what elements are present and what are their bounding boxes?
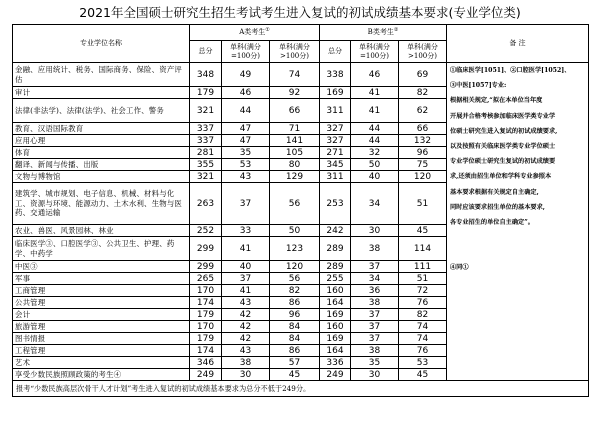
score-cell-a-s2: 86 [270,345,320,357]
degree-name-cell: 图书情报 [13,333,190,345]
score-cell-a-s2: 57 [270,357,320,369]
score-cell-b-s1: 37 [351,333,399,345]
page-title: 2021年全国硕士研究生招生考试考生进入复试的初试成绩基本要求(专业学位类) [79,5,521,20]
score-cell-b-s1: 38 [351,345,399,357]
note-line: ④同① [450,264,469,272]
score-cell-a-s1: 37 [222,183,270,225]
score-cell-b-total: 160 [320,321,351,333]
score-cell-a-s2: 123 [270,237,320,261]
score-cell-a-total: 321 [190,99,222,123]
degree-name-cell: 工程管理 [13,345,190,357]
score-cell-b-s2: 51 [399,183,447,225]
score-cell-b-s2: 82 [399,309,447,321]
score-cell-a-s2: 84 [270,333,320,345]
degree-name-cell: 法律(非法学)、法律(法学)、社会工作、警务 [13,99,190,123]
score-cell-b-s1: 41 [351,99,399,123]
b-single2-line2: >100分) [408,51,437,60]
score-cell-a-s1: 42 [222,333,270,345]
score-cell-b-s1: 44 [351,135,399,147]
note-line [450,245,585,260]
score-cell-a-s1: 43 [222,171,270,183]
score-cell-b-s2: 51 [399,273,447,285]
score-cell-a-s2: 56 [270,273,320,285]
score-cell-a-s1: 40 [222,261,270,273]
score-cell-a-s2: 120 [270,261,320,273]
col-header-name: 专业学位名称 [13,25,190,63]
score-cell-b-s2: 114 [399,237,447,261]
score-cell-b-total: 327 [320,135,351,147]
score-cell-a-s1: 37 [222,273,270,285]
score-cell-a-s2: 66 [270,99,320,123]
score-cell-a-s2: 50 [270,225,320,237]
a-group-mark: ① [265,27,270,33]
degree-name-cell: 建筑学、城市规划、电子信息、机械、材料与化工、资源与环境、能源动力、土木水利、生物与医药、交通运输 [13,183,190,225]
score-cell-a-s1: 47 [222,123,270,135]
score-cell-a-s1: 30 [222,369,270,381]
score-cell-b-total: 249 [320,369,351,381]
score-cell-b-s2: 82 [399,87,447,99]
score-cell-a-total: 263 [190,183,222,225]
b-single2-header [399,41,447,63]
footnote: 报考“少数民族高层次骨干人才计划”考生进入复试的初试成绩基本要求为总分不低于249分。 [13,381,589,397]
note-line: 基本要求根据有关规定自主确定, [450,188,539,196]
col-header-b-group [320,25,447,41]
b-single1-line2: =100分) [360,51,389,60]
score-cell-b-s2: 69 [399,63,447,87]
score-cell-a-total: 179 [190,333,222,345]
score-cell-a-s1: 41 [222,285,270,297]
score-cell-b-s2: 53 [399,357,447,369]
score-cell-b-s1: 37 [351,309,399,321]
note-line: 位硕士研究生进入复试的初试成绩要求, [450,127,558,135]
score-cell-a-s2: 82 [270,285,320,297]
score-cell-a-total: 299 [190,237,222,261]
a-single1-line2: =100分) [231,51,260,60]
score-cell-a-total: 337 [190,135,222,147]
score-cell-b-s2: 74 [399,321,447,333]
score-cell-a-total: 265 [190,273,222,285]
score-cell-b-s1: 38 [351,237,399,261]
score-cell-b-total: 336 [320,357,351,369]
score-cell-a-s2: 105 [270,147,320,159]
score-cell-a-s1: 33 [222,225,270,237]
score-cell-a-s2: 129 [270,171,320,183]
b-group-label: B类考生 [367,28,394,36]
degree-name-cell: 公共管理 [13,297,190,309]
score-cell-a-s1: 47 [222,135,270,147]
b-single1-line1: 单科(满分 [359,42,390,51]
score-cell-b-s1: 36 [351,285,399,297]
score-cell-a-s2: 45 [270,369,320,381]
score-cell-b-s2: 62 [399,99,447,123]
score-cell-b-s1: 50 [351,159,399,171]
score-cell-b-s1: 30 [351,225,399,237]
score-cell-b-total: 169 [320,87,351,99]
score-cell-a-s1: 38 [222,357,270,369]
a-single2-line2: >100分) [280,51,309,60]
score-cell-b-s1: 40 [351,171,399,183]
score-cell-a-s1: 53 [222,159,270,171]
score-cell-a-total: 252 [190,225,222,237]
note-line: 各专业招生的单位自主确定”。 [450,219,534,227]
score-cell-b-s2: 120 [399,171,447,183]
degree-name-cell: 艺术 [13,357,190,369]
footnote-row [13,381,589,397]
score-cell-b-total: 311 [320,99,351,123]
b-group-mark: ② [393,27,399,33]
note-line: 根据相关规定,“拟在本单位当年度 [450,97,543,105]
score-cell-a-s2: 84 [270,321,320,333]
score-cell-a-total: 174 [190,345,222,357]
score-cell-b-s2: 96 [399,147,447,159]
b-single2-line1: 单科(满分 [407,42,438,51]
score-cell-a-s1: 43 [222,297,270,309]
score-cell-b-total: 169 [320,333,351,345]
score-cell-b-total: 271 [320,147,351,159]
table-row [13,63,589,87]
score-cell-a-total: 337 [190,123,222,135]
score-cell-a-total: 281 [190,147,222,159]
score-cell-b-s1: 37 [351,321,399,333]
a-single1-header [222,41,270,63]
degree-name-cell: 旅游管理 [13,321,190,333]
score-cell-a-total: 249 [190,369,222,381]
score-cell-a-total: 174 [190,297,222,309]
degree-name-cell: 中医③ [13,261,190,273]
note-line: 求,还须由招生单位和学科专业参照本 [450,173,552,181]
note-line: 开展并合格考核参加临床医学类专业学 [450,112,556,120]
score-cell-a-s1: 44 [222,99,270,123]
score-table [12,24,589,397]
note-line: 专业学位硕士研究生复试的初试成绩要 [450,158,556,166]
score-cell-a-s2: 80 [270,159,320,171]
degree-name-cell: 享受少数民族照顾政策的考生④ [13,369,190,381]
score-cell-a-s2: 74 [270,63,320,87]
score-cell-b-s2: 75 [399,159,447,171]
score-cell-b-total: 345 [320,159,351,171]
degree-name-cell: 金融、应用统计、税务、国际商务、保险、资产评估 [13,63,190,87]
score-cell-b-total: 164 [320,345,351,357]
score-cell-a-s1: 41 [222,237,270,261]
score-cell-a-s1: 49 [222,63,270,87]
score-cell-b-s1: 37 [351,261,399,273]
score-cell-a-total: 179 [190,309,222,321]
col-header-a-group [190,25,320,41]
score-cell-a-s2: 71 [270,123,320,135]
note-line: 同时应该要求招生单位的基本要求, [450,203,545,211]
a-group-label: A类考生 [239,28,266,36]
score-cell-a-total: 170 [190,285,222,297]
degree-name-cell: 体育 [13,147,190,159]
score-cell-b-s2: 111 [399,261,447,273]
a-single2-header [270,41,320,63]
score-cell-a-total: 170 [190,321,222,333]
score-cell-b-s2: 132 [399,135,447,147]
notes-cell [447,63,589,381]
score-cell-b-total: 289 [320,237,351,261]
score-cell-b-total: 338 [320,63,351,87]
score-cell-b-s1: 34 [351,273,399,285]
degree-name-cell: 审计 [13,87,190,99]
degree-name-cell: 翻译、新闻与传播、出版 [13,159,190,171]
score-cell-b-s1: 38 [351,297,399,309]
note-line: ①临床医学[1051]、②口腔医学[1052]、 [450,67,571,74]
degree-name-cell: 应用心理 [13,135,190,147]
score-cell-a-total: 355 [190,159,222,171]
score-cell-a-s1: 46 [222,87,270,99]
score-cell-a-s2: 56 [270,183,320,225]
score-cell-b-s1: 41 [351,87,399,99]
score-cell-b-s2: 45 [399,369,447,381]
score-cell-a-total: 179 [190,87,222,99]
score-cell-b-s2: 45 [399,225,447,237]
score-cell-b-total: 253 [320,183,351,225]
score-cell-a-total: 321 [190,171,222,183]
degree-name-cell: 农业、兽医、风景园林、林业 [13,225,190,237]
score-cell-b-s2: 72 [399,285,447,297]
score-cell-a-total: 348 [190,63,222,87]
score-cell-b-s1: 46 [351,63,399,87]
b-total-header: 总分 [320,41,351,63]
score-cell-a-s2: 92 [270,87,320,99]
a-single2-line1: 单科(满分 [279,42,310,51]
degree-name-cell: 教育、汉语国际教育 [13,123,190,135]
note-line: ③中医[1057]专业: [450,82,507,90]
score-cell-a-s2: 141 [270,135,320,147]
score-cell-b-total: 289 [320,261,351,273]
note-line [450,230,585,245]
score-cell-b-total: 311 [320,171,351,183]
degree-name-cell: 会计 [13,309,190,321]
score-cell-b-s1: 34 [351,183,399,225]
score-cell-a-s1: 42 [222,321,270,333]
score-cell-a-total: 299 [190,261,222,273]
score-cell-b-s2: 74 [399,333,447,345]
b-single1-header [351,41,399,63]
score-cell-b-total: 255 [320,273,351,285]
score-cell-b-total: 160 [320,285,351,297]
score-cell-b-s1: 30 [351,369,399,381]
degree-name-cell: 文物与博物馆 [13,171,190,183]
degree-name-cell: 军事 [13,273,190,285]
score-cell-a-s2: 86 [270,297,320,309]
degree-name-cell: 工商管理 [13,285,190,297]
score-cell-b-s2: 76 [399,345,447,357]
score-cell-b-s2: 76 [399,297,447,309]
degree-name-cell: 临床医学③、口腔医学③、公共卫生、护理、药学、中药学 [13,237,190,261]
a-single1-line1: 单科(满分 [230,42,261,51]
table-body [13,63,589,397]
score-cell-b-s1: 44 [351,123,399,135]
score-cell-b-s1: 32 [351,147,399,159]
score-cell-b-total: 242 [320,225,351,237]
a-total-header: 总分 [190,41,222,63]
score-cell-b-s2: 66 [399,123,447,135]
note-line: 以及按照有关临床医学类专业学位硕士 [450,143,556,151]
score-cell-a-s2: 96 [270,309,320,321]
score-cell-b-total: 169 [320,309,351,321]
score-cell-a-s1: 35 [222,147,270,159]
score-cell-b-total: 327 [320,123,351,135]
score-cell-a-s1: 43 [222,345,270,357]
score-cell-a-total: 346 [190,357,222,369]
score-cell-b-s1: 35 [351,357,399,369]
score-cell-b-total: 164 [320,297,351,309]
score-cell-a-s1: 42 [222,309,270,321]
col-header-notes: 备 注 [447,25,589,63]
